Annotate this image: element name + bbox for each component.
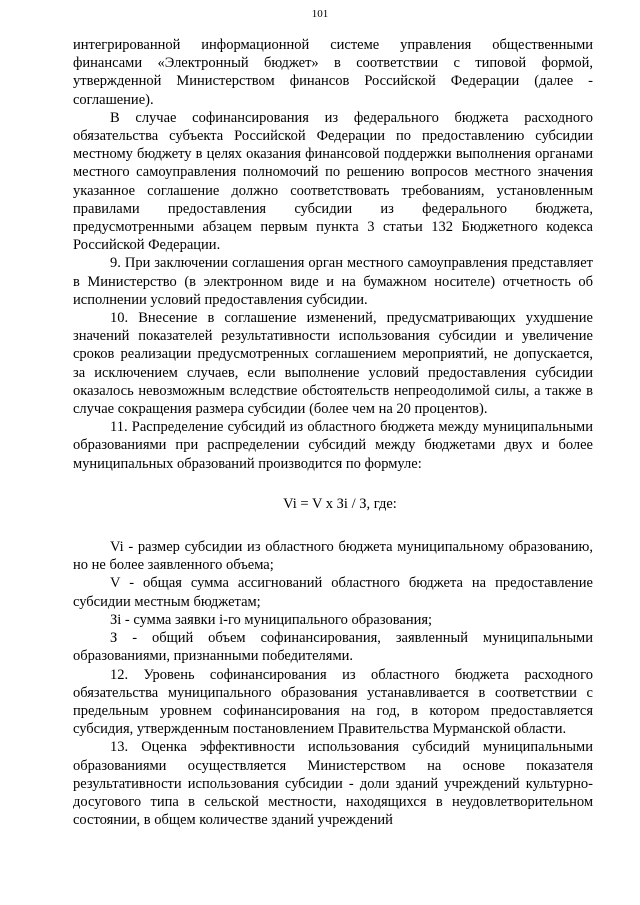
paragraph-item-11: 11. Распределение субсидий из областного бюджета между муниципальными образованиями при распределении субсидий между бюджетами двух и более муниципальных образований производится по формуле: [73, 419, 593, 472]
definition-v: V - общая сумма ассигнований областного бюджета на предоставление субсидии местным бюджетам; [73, 575, 593, 610]
paragraph-item-13: 13. Оценка эффективности использования субсидий муниципальными образованиями осуществляется Министерством на основе показателя результативности использования субсидии - доли зданий учреждений культурно-досугового типа в сельской местности, находящихся в неудовлетворительном состоянии, в общем количестве зданий учреждений [73, 739, 593, 829]
definition-vi: Vi - размер субсидии из областного бюджета муниципальному образованию, но не более заявленного объема; [73, 539, 593, 574]
document-body [73, 36, 593, 829]
paragraph-federal-cofinancing: В случае софинансирования из федерального бюджета расходного обязательства субъекта Российской Федерации по предоставлению субсидии местному бюджету в целях оказания финансовой поддержки выполнения органами местного самоуправления полномочий по решению вопросов местного значения указанное соглашение должно соответствовать требованиям, установленным правилами предоставления субсидии из федерального бюджета, предусмотренными абзацем первым пункта 3 статьи 132 Бюджетного кодекса Российской Федерации. [73, 109, 593, 254]
paragraph-agreement-intro: интегрированной информационной системе управления общественными финансами «Электронный бюджет» в соответствии с типовой формой, утвержденной Министерством финансов Российской Федерации (далее - соглашение). [73, 37, 593, 108]
page-number: 101 [311, 8, 329, 20]
paragraph-item-9: 9. При заключении соглашения орган местного самоуправления представляет в Министерство (в электронном виде и на бумажном носителе) отчетность об исполнении условий предоставления субсидии. [73, 255, 593, 308]
definition-zi: Зi - сумма заявки i-го муниципального образования; [110, 611, 433, 628]
paragraph-item-12: 12. Уровень софинансирования из областного бюджета расходного обязательства муниципального образования устанавливается в соответствии с предельным уровнем софинансирования на год, в котором предоставляется субсидия, утвержденным постановлением Правительства Мурманской области. [73, 666, 593, 738]
paragraph-item-10: 10. Внесение в соглашение изменений, предусматривающих ухудшение значений показателей результативности использования субсидии и увеличение сроков реализации предусмотренных соглашением мероприятий, не допускается, за исключением случаев, если выполнение условий предоставления субсидии оказалось невозможным вследствие обстоятельств непреодолимой силы, а также в случае сокращения размера субсидии (более чем на 20 процентов). [73, 310, 593, 418]
distribution-formula: Vi = V x Зi / З, где: [283, 495, 397, 512]
definition-z: З - общий объем софинансирования, заявленный муниципальными образованиями, признанными победителями. [73, 630, 593, 665]
